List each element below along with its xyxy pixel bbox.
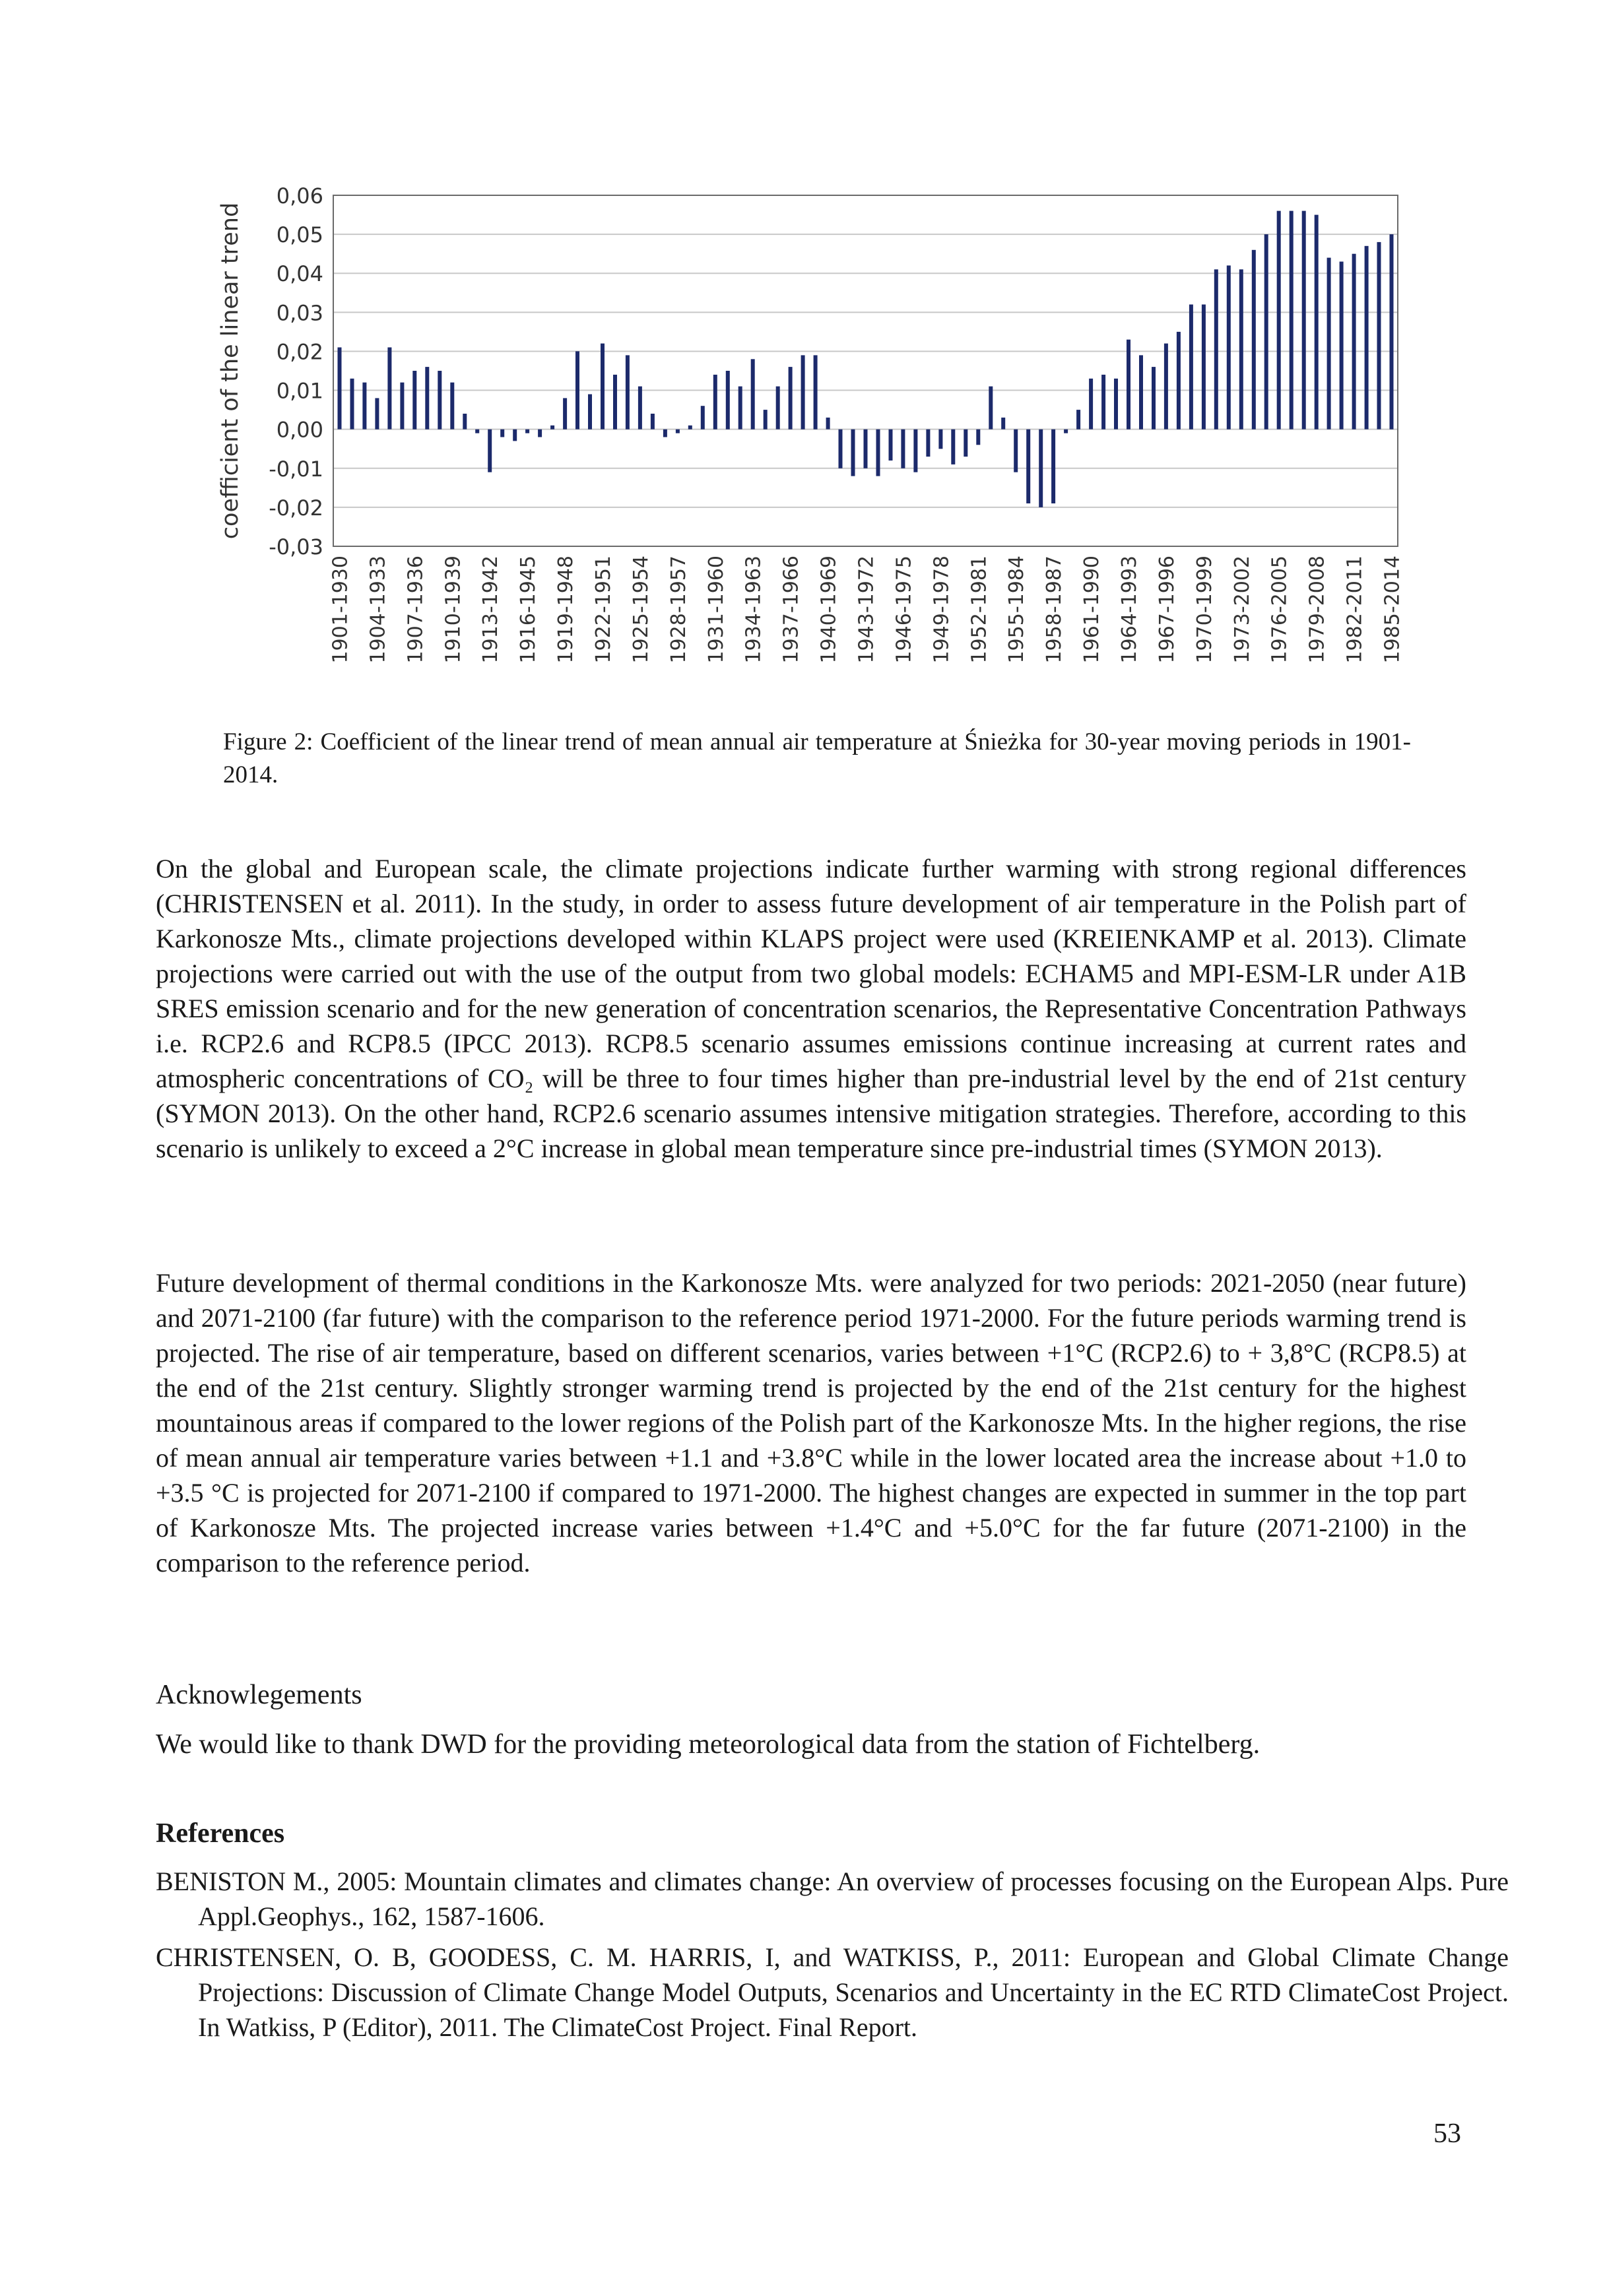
x-tick-label: 1925-1954 [629,556,653,664]
bar [525,430,529,433]
bar [1189,305,1193,430]
bar [814,355,818,429]
bar [1014,430,1018,472]
bar [412,371,416,430]
bar [726,371,730,430]
bar [1315,215,1319,430]
acknowledgements-text: We would like to thank DWD for the providing meteorological data from the station of Fichtelberg. [156,1729,1261,1760]
bar [1202,305,1206,430]
references-heading: References [156,1818,285,1849]
bar [701,406,705,430]
x-tick-label: 1976-2005 [1268,556,1292,664]
bar [1214,269,1218,429]
y-tick-label: 0,06 [276,183,323,208]
bar [400,383,404,430]
x-tick-label: 1979-2008 [1305,556,1329,664]
bar [1252,250,1256,430]
bar [901,430,905,468]
x-tick-label: 1961-1990 [1080,556,1104,664]
y-tick-label: 0,03 [276,300,323,326]
bar [989,387,993,430]
reference-item: BENISTON M., 2005: Mountain climates and climates change: An overview of processes focusing on the European Alps. Pure Appl.Geophys., 162, 1587-1606. [156,1866,1509,1931]
bar [1302,211,1306,430]
bar [375,398,379,429]
bar [1026,430,1030,503]
x-tick-label: 1952-1981 [967,556,991,664]
bar [688,426,692,430]
x-tick-label: 1931-1960 [704,556,728,664]
bar [450,383,454,430]
bar [1290,211,1294,430]
x-tick-label: 1901-1930 [329,556,352,664]
x-tick-label: 1985-2014 [1381,556,1404,664]
bar [550,426,554,430]
bar [1076,410,1080,430]
bar [1164,344,1168,430]
y-tick-label: 0,02 [276,339,323,365]
bar [1390,234,1394,430]
bar [964,430,967,457]
bar [475,430,479,433]
x-tick-label: 1904-1933 [366,556,390,664]
bar [839,430,843,468]
bar [513,430,517,441]
y-tick-label: -0,03 [269,534,323,559]
bar [801,355,805,429]
bar [926,430,930,457]
bar [362,383,366,430]
trend-bar-chart [0,0,1605,713]
chart-bars [338,211,1394,507]
x-tick-label: 1973-2002 [1230,556,1254,664]
y-tick-label: -0,01 [269,456,323,482]
x-tick-label: 1946-1975 [892,556,916,664]
y-tick-label: 0,01 [276,378,323,404]
bar [563,398,567,429]
bar [588,395,592,430]
x-tick-label: 1919-1948 [554,556,578,664]
bar [889,430,893,461]
bar [951,430,955,464]
bar [1264,234,1268,430]
bar [1352,254,1356,430]
bar [751,359,755,429]
bar [651,414,655,430]
bar [1177,332,1181,430]
bar [1327,258,1331,430]
bar [500,430,504,437]
y-tick-label: -0,02 [269,495,323,521]
bar [876,430,880,476]
bar [764,410,768,430]
x-tick-label: 1955-1984 [1005,556,1029,664]
bar [938,430,942,449]
bar [1089,379,1093,430]
acknowledgements-heading: Acknowlegements [156,1680,362,1710]
bar [1064,430,1068,433]
bar [1139,355,1143,429]
body-paragraph: Future development of thermal conditions in the Karkonosze Mts. were analyzed for two periods: 2021-2050 (near future) and 2071-2100 (far future) with the comparison to the reference period 1971-2000. For the future periods warming trend is projected. The rise of air temperature, based on different scenarios, varies between +1°C (RCP2.6) to + 3,8°C (RCP8.5) at the end of the 21st century. Slightly stronger warming trend is projected by the end of the 21st century for the highest mountainous areas if compared to the lower regions of the Polish part of the Karkonosze Mts. In the higher regions, the rise of mean annual air temperature varies between +1.1 and +3.8°C while in the lower located area the increase about +1.0 to +3.5 °C is projected for 2071-2100 if compared to 1971-2000. The highest changes are expected in summer in the top part of Karkonosze Mts. The projected increase varies between +1.4°C and +5.0°C for the far future (2071-2100) in the comparison to the reference period. [156,1268,1466,1578]
x-tick-label: 1982-2011 [1343,556,1367,664]
bar [626,355,630,429]
y-tick-label: 0,04 [276,261,323,287]
bar [425,367,429,430]
bar [1039,430,1043,507]
x-tick-label: 1970-1999 [1193,556,1216,664]
x-tick-label: 1940-1969 [817,556,841,664]
bar [1051,430,1055,503]
bar [851,430,855,476]
figure-caption: Figure 2: Coefficient of the linear trend of mean annual air temperature at Śnieżka for 30-year moving periods in 1901-2014. [223,728,1411,788]
bar [488,430,492,472]
bar [913,430,917,472]
bar [676,430,680,433]
x-tick-label: 1913-1942 [479,556,503,664]
bar [350,379,354,430]
x-tick-label: 1922-1951 [592,556,615,664]
x-tick-label: 1916-1945 [517,556,540,664]
bar [776,387,780,430]
bar [575,351,579,429]
y-axis-label: coefficient of the linear trend [217,202,244,540]
bar [1239,269,1243,429]
bar [463,414,467,430]
bar [387,348,391,430]
bar [1101,375,1105,430]
y-tick-label: 0,00 [276,417,323,443]
bar [1152,367,1156,430]
bar [1277,211,1281,430]
x-tick-label: 1943-1972 [855,556,878,664]
x-tick-label: 1928-1957 [667,556,690,664]
bar [1114,379,1118,430]
bar [864,430,868,468]
bar [1227,265,1231,429]
x-tick-label: 1964-1993 [1118,556,1141,664]
x-tick-label: 1934-1963 [742,556,766,664]
body-paragraph: On the global and European scale, the climate projections indicate further warming with strong regional differences (CHRISTENSEN et al. 2011). In the study, in order to assess future development of air temperature in the Polish part of Karkonosze Mts., climate projections developed within KLAPS project were used (KREIENKAMP et al. 2013). Climate projections were carried out with the use of the output from two global models: ECHAM5 and MPI-ESM-LR under A1B SRES emission scenario and for the new generation of concentration scenarios, the Representative Concentration Pathways i.e. RCP2.6 and RCP8.5 (IPCC 2013). RCP8.5 scenario assumes emissions continue increasing at current rates and atmospheric concentrations of CO₂ will be three to four times higher than pre-industrial level by the end of 21st century (SYMON 2013). On the other hand, RCP2.6 scenario assumes intensive mitigation strategies. Therefore, according to this scenario is unlikely to exceed a 2°C increase in global mean temperature since pre-industrial times (SYMON 2013). [156,854,1466,1163]
bar [1001,418,1005,430]
bar [663,430,667,437]
bar [638,387,642,430]
x-tick-label: 1949-1978 [930,556,954,664]
bar [1377,242,1381,430]
plot-frame [333,195,1398,546]
bar [1340,262,1344,430]
reference-item: CHRISTENSEN, O. B, GOODESS, C. M. HARRIS, I, and WATKISS, P., 2011: European and Global Climate Change Projections: Discussion of Climate Change Model Outputs, Scenarios and Uncertainty in the EC RTD ClimateCost Project. In Watkiss, P (Editor), 2011. The ClimateCost Project. Final Report. [156,1942,1509,2042]
x-tick-label: 1967-1996 [1155,556,1179,664]
x-tick-label: 1958-1987 [1043,556,1066,664]
bar [601,344,605,430]
y-axis-tick-labels [269,183,323,559]
bar [1127,340,1130,430]
bar [613,375,617,430]
bar [826,418,830,430]
x-axis-tick-labels [329,556,1404,664]
x-tick-label: 1907-1936 [404,556,428,664]
x-tick-label: 1910-1939 [442,556,465,664]
x-tick-label: 1937-1966 [779,556,803,664]
chart-gridlines [333,195,1398,546]
bar [1365,246,1369,430]
bar [713,375,717,430]
bar [338,348,342,430]
bar [789,367,793,430]
bar [538,430,542,437]
page-number: 53 [1433,2119,1461,2149]
bar [438,371,442,430]
bar [976,430,980,445]
y-tick-label: 0,05 [276,222,323,248]
bar [738,387,742,430]
